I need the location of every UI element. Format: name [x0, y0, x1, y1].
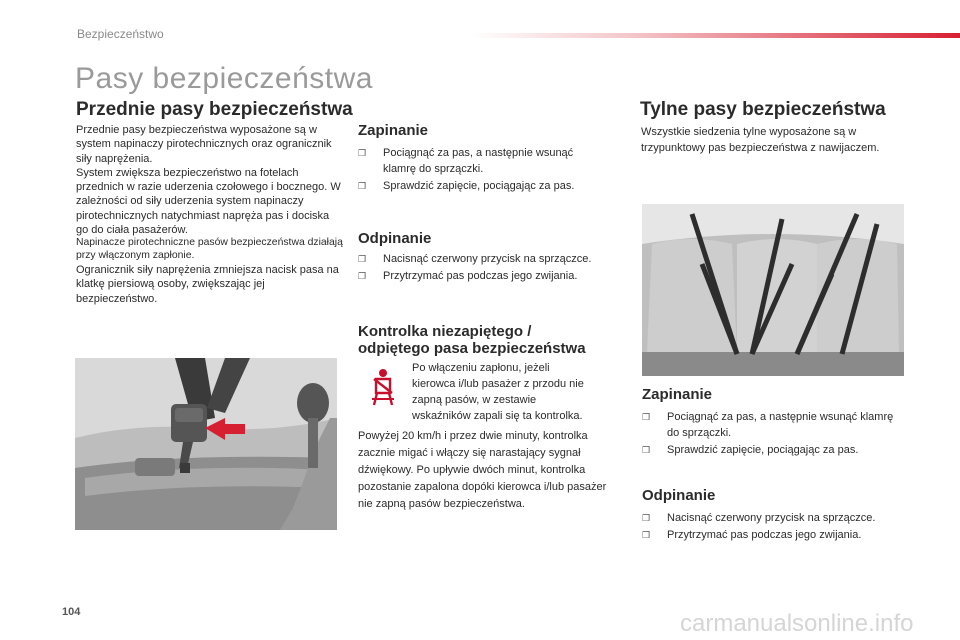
page-title: Pasy bezpieczeństwa — [75, 62, 373, 95]
warning-heading-line-2: odpiętego pasa bezpieczeństwa — [358, 340, 586, 357]
warning-paragraph: Powyżej 20 km/h i przez dwie minuty, kontrolka zacznie migać i włączy się narastający sygnał dźwiękowy. Po upływie dwóch minut, kontrolka pozostanie zapalona dopóki kierowca i/lub pasażer nie zapną pasów bezpieczeństwa. — [358, 430, 607, 510]
list-item: ❒ Pociągnąć za pas, a następnie wsunąć klamrę do sprzączki. — [358, 147, 574, 175]
front-buckle-photo — [75, 358, 337, 530]
list-item: ❒ Sprawdzić zapięcie, pociągając za pas. — [358, 180, 575, 192]
page-number: 104 — [62, 606, 81, 618]
rear-fasten-heading: Zapinanie — [642, 386, 713, 403]
list-item: ❒ Przytrzymać pas podczas jego zwijania. — [642, 529, 862, 541]
unfasten-heading: Odpinanie — [358, 230, 432, 247]
front-paragraph-3: Napinacze pirotechniczne pasów bezpieczeństwa działają przy włączonym zapłonie. — [76, 237, 343, 262]
rear-unfasten-heading: Odpinanie — [642, 487, 716, 504]
checkbox-icon: ❒ — [358, 254, 367, 264]
seatbelt-warning-icon — [368, 367, 398, 407]
list-item: ❒ Pociągnąć za pas, a następnie wsunąć klamrę do sprzączki. — [642, 411, 894, 439]
checkbox-icon: ❒ — [642, 530, 651, 540]
front-belts-text — [76, 123, 344, 306]
list-item: ❒ Nacisnąć czerwony przycisk na sprzączce. — [642, 512, 876, 524]
front-paragraph-2: System zwiększa bezpieczeństwo na fotelach przednich w razie uderzenia czołowego i bocznego. W zależności od siły uderzenia system napinaczy pirotechnicznych natychmiast napręża pas i dociska go do ciała pasażerów. — [76, 166, 341, 237]
checkbox-icon: ❒ — [358, 181, 367, 191]
checkbox-icon: ❒ — [358, 148, 367, 158]
checkbox-icon: ❒ — [642, 412, 651, 422]
rear-seats-photo — [642, 204, 904, 376]
list-item: ❒ Sprawdzić zapięcie, pociągając za pas. — [642, 444, 859, 456]
checkbox-icon: ❒ — [642, 445, 651, 455]
rear-fasten-steps — [642, 409, 902, 459]
fasten-steps — [358, 145, 608, 195]
rear-unfasten-steps — [642, 510, 912, 544]
front-paragraph-4: Ogranicznik siły naprężenia zmniejsza nacisk pasa na klatkę piersiową osoby, zwiększając jej bezpieczeństwo. — [76, 263, 339, 305]
warning-heading — [358, 323, 586, 357]
front-paragraph-1: Przednie pasy bezpieczeństwa wyposażone są w system napinaczy pirotechnicznych oraz ogranicznik siły naprężenia. — [76, 124, 332, 165]
front-belts-heading: Przednie pasy bezpieczeństwa — [76, 99, 353, 120]
section-label: Bezpieczeństwo — [77, 27, 164, 41]
checkbox-icon: ❒ — [358, 271, 367, 281]
list-item: ❒ Nacisnąć czerwony przycisk na sprzączce. — [358, 253, 592, 265]
unfasten-steps — [358, 251, 618, 285]
list-item: ❒ Przytrzymać pas podczas jego zwijania. — [358, 270, 578, 282]
rear-belts-heading: Tylne pasy bezpieczeństwa — [640, 99, 886, 120]
rear-belts-intro: Wszystkie siedzenia tylne wyposażone są w trzypunktowy pas bezpieczeństwa z nawijaczem. — [641, 126, 880, 154]
warning-icon-description: Po włączeniu zapłonu, jeżeli kierowca i/lub pasażer z przodu nie zapną pasów, w zestawie wskaźników zapali się ta kontrolka. — [412, 362, 584, 422]
header-accent-bar — [470, 33, 960, 38]
warning-heading-line-1: Kontrolka niezapiętego / — [358, 323, 532, 340]
fasten-heading: Zapinanie — [358, 122, 429, 139]
watermark: carmanualsonline.info — [680, 610, 914, 637]
checkbox-icon: ❒ — [642, 513, 651, 523]
